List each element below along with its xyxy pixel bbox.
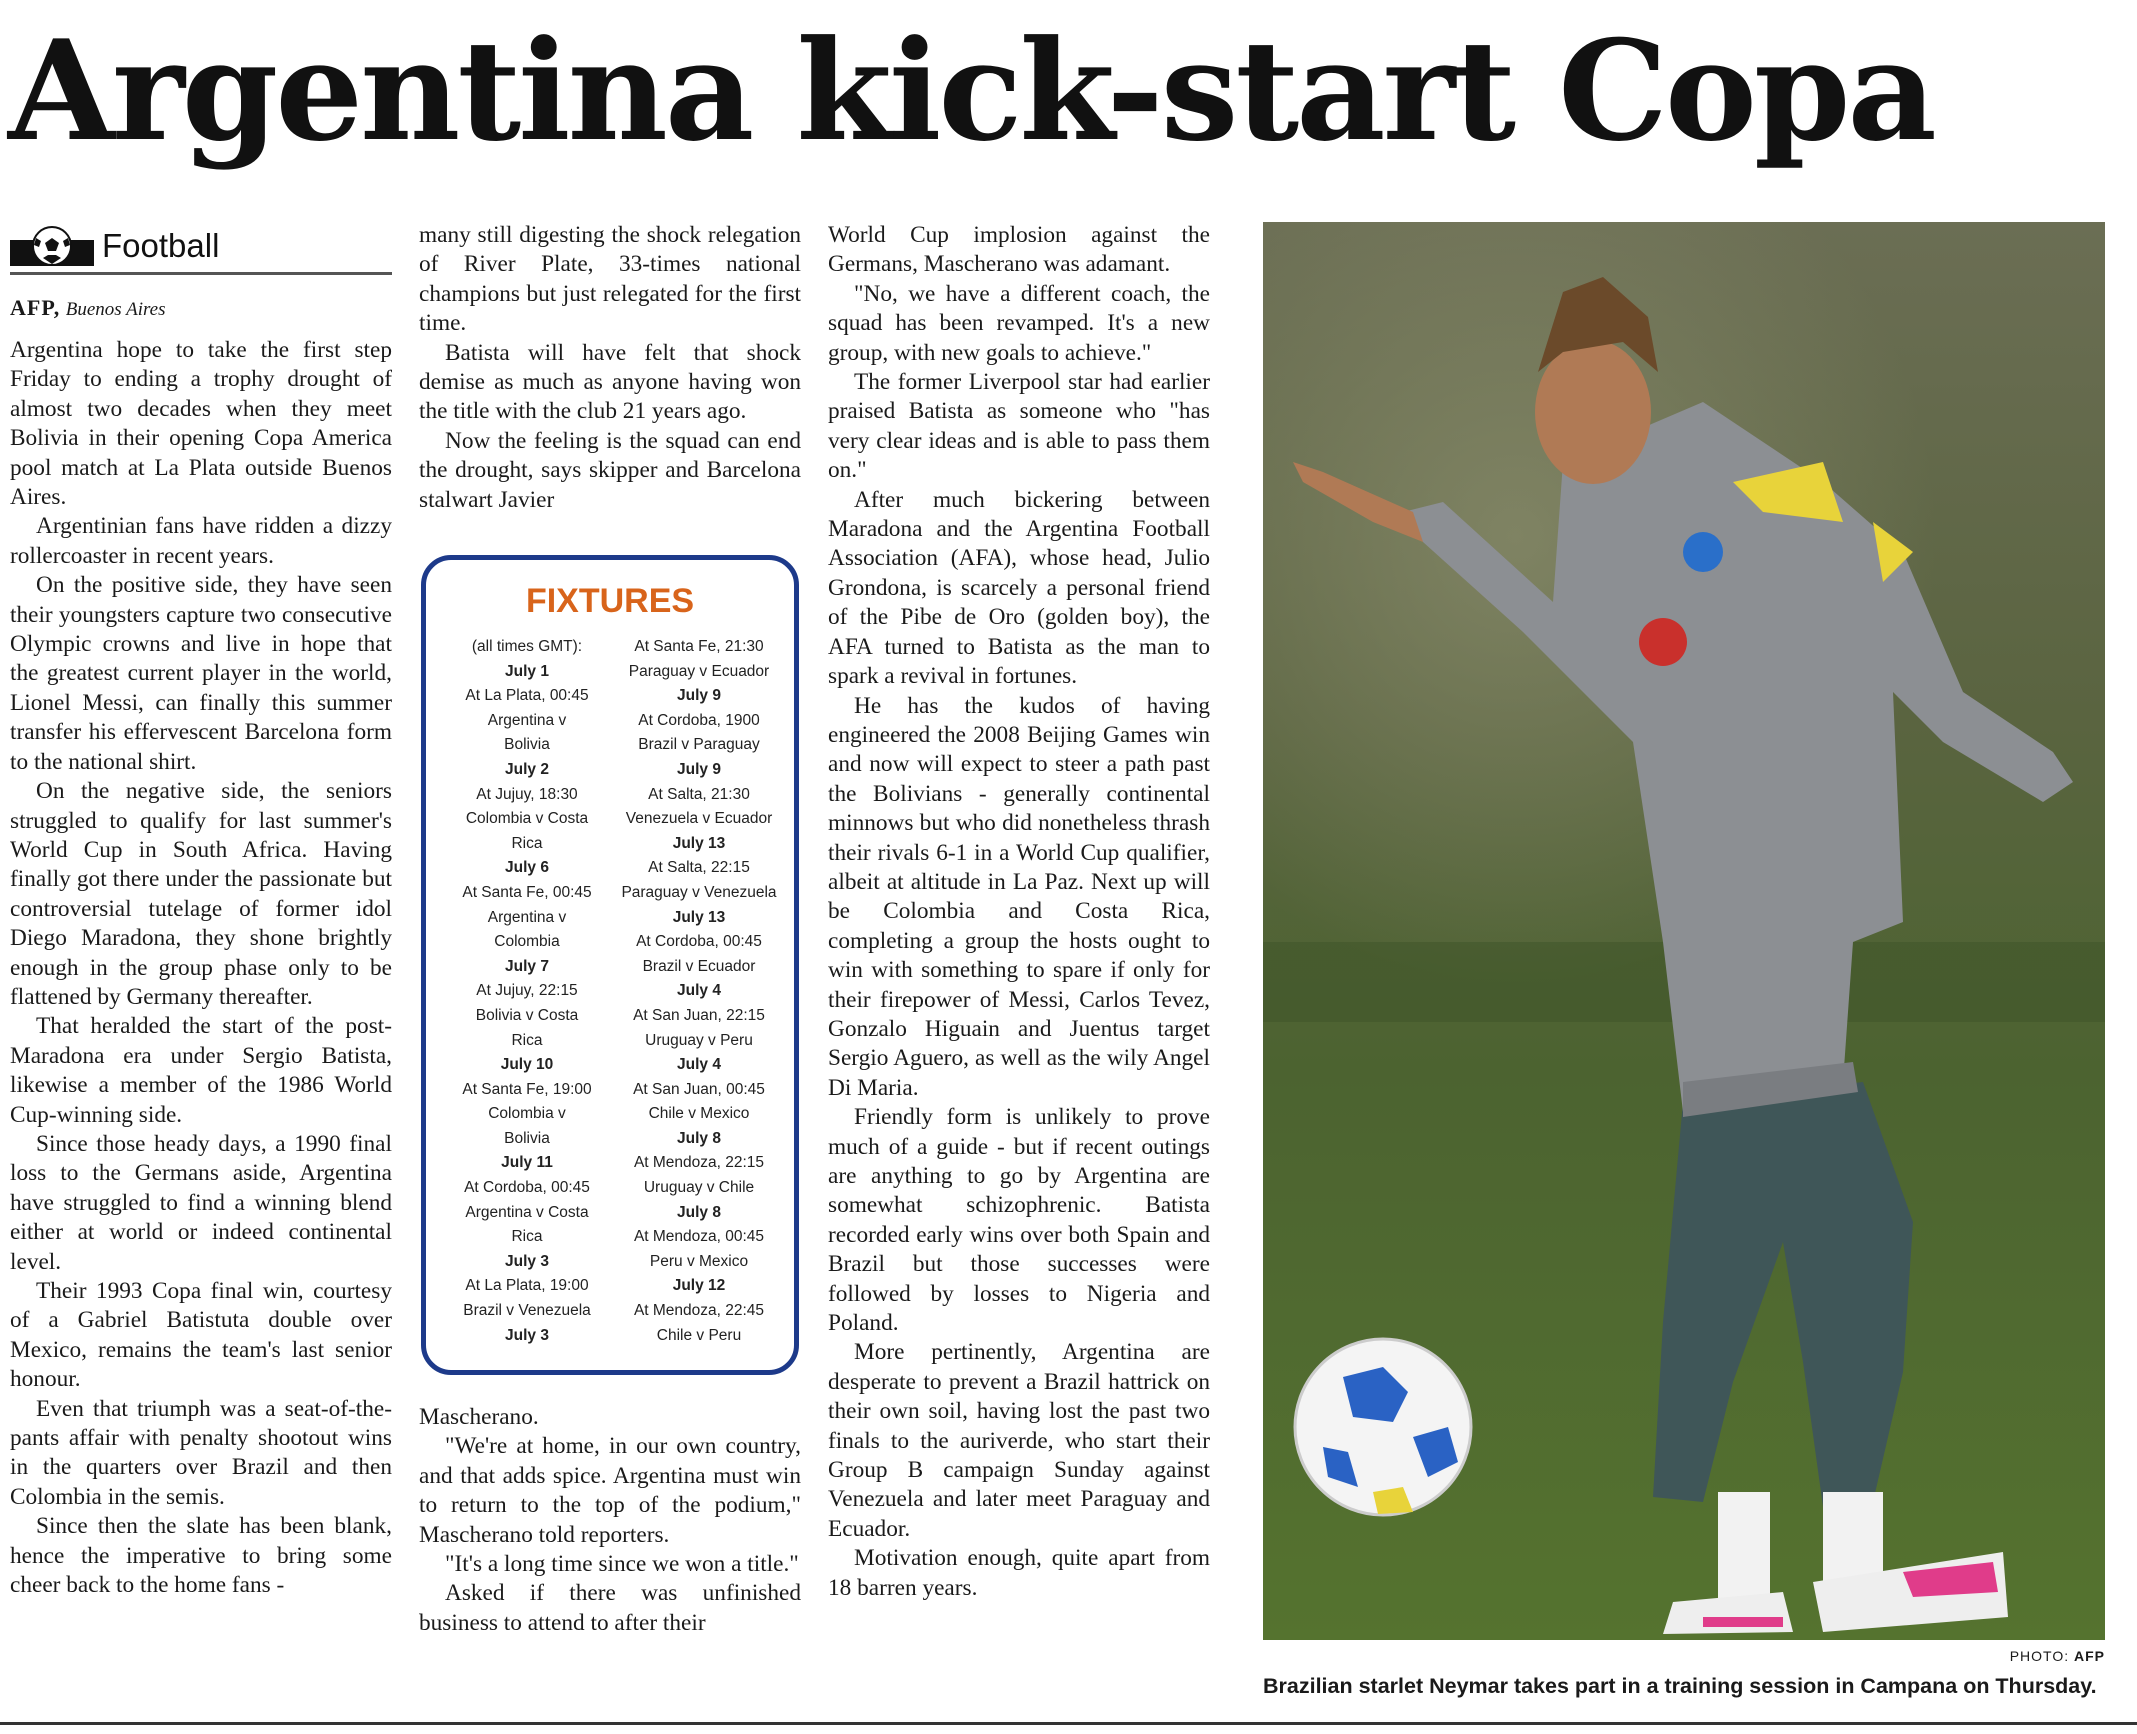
- fixture-line: At San Juan, 22:15: [633, 1006, 765, 1024]
- article-paragraph: After much bickering between Maradona and the Argentina Football Association (AFA), whose head, Julio Grondona, is scarcely a personal friend of the Pibe de Oro (golden boy), the AFA turned to Batista as the man to spark a revival in fortunes.: [828, 486, 1210, 690]
- article-paragraph: Argentinian fans have ridden a dizzy rollercoaster in recent years.: [10, 513, 392, 569]
- fixture-line: Bolivia: [504, 736, 550, 754]
- fixture-date: July 7: [505, 957, 549, 975]
- fixture-date: July 2: [505, 760, 549, 778]
- article-paragraph: Argentina hope to take the first step Friday to ending a trophy drought of almost two decades when they meet Bolivia in their opening Copa America pool match at La Plata outside Buenos Aires.: [10, 337, 392, 511]
- article-paragraph: On the positive side, they have seen their youngsters capture two consecutive Olympic crowns and live in hope that the greatest current player in the world, Lionel Messi, can finally this summer transfer his effervescent Barcelona form to the national shirt.: [10, 572, 392, 775]
- fixture-date: July 12: [672, 1277, 726, 1295]
- fixture-line: At Santa Fe, 21:30: [634, 638, 764, 655]
- fixture-date: July 3: [505, 1252, 549, 1270]
- fixtures-title: FIXTURES: [525, 582, 695, 620]
- fixture-line: At Mendoza, 00:45: [633, 1228, 765, 1246]
- fixture-line: At Jujuy, 22:15: [476, 982, 578, 1000]
- fixture-date: July 8: [677, 1203, 721, 1221]
- fixture-line: Venezuela v Ecuador: [625, 810, 773, 828]
- football-icon: [10, 226, 94, 266]
- fixture-date: July 1: [505, 662, 549, 680]
- fixture-line: Bolivia: [504, 1129, 550, 1147]
- fixture-date: July 4: [677, 982, 721, 1000]
- fixtures-right-column: [614, 635, 784, 1348]
- headline: Argentina kick-start Copa: [8, 9, 1934, 172]
- fixture-line: At Santa Fe, 19:00: [462, 1080, 592, 1098]
- article-paragraph: Now the feeling is the squad can end the drought, says skipper and Barcelona stalwart Javier: [419, 427, 801, 513]
- fixture-line: At La Plata, 00:45: [465, 687, 589, 705]
- photo-credit-label: PHOTO:: [2009, 1648, 2070, 1664]
- fixture-line: At Mendoza, 22:15: [633, 1154, 765, 1172]
- fixture-line: At Jujuy, 18:30: [476, 785, 578, 803]
- fixture-date: July 13: [672, 908, 726, 926]
- fixture-line: Rica: [511, 1031, 543, 1049]
- article-paragraph: That heralded the start of the post-Maradona era under Sergio Batista, likewise a member of the 1986 World Cup-winning side.: [10, 1013, 392, 1128]
- section-label: Football: [102, 227, 220, 264]
- fixture-date: July 11: [501, 1154, 553, 1172]
- fixture-line: Rica: [511, 1228, 543, 1246]
- news-photo: [1263, 222, 2105, 1640]
- fixture-line: Bolivia v Costa: [475, 1006, 579, 1024]
- fixture-line: Colombia v: [488, 1105, 566, 1123]
- byline: [10, 294, 166, 324]
- fixture-line: At Salta, 21:30: [648, 785, 750, 803]
- article-paragraph: The former Liverpool star had earlier praised Batista as someone who "has very clear ideas and is able to pass them on.": [828, 369, 1210, 484]
- fixture-line: Brazil v Ecuador: [642, 957, 756, 975]
- article-paragraph: Since those heady days, a 1990 final loss to the Germans aside, Argentina have struggled to find a winning blend either at world or indeed continental level.: [10, 1130, 392, 1275]
- article-paragraph: "We're at home, in our own country, and that adds spice. Argentina must win to return to the top of the podium," Mascherano told reporters.: [419, 1433, 801, 1548]
- photo-illustration: [1263, 222, 2105, 1640]
- article-paragraph: Even that triumph was a seat-of-the-pants affair with penalty shootout wins in the quarters over Brazil and then Colombia in the semis.: [10, 1395, 392, 1510]
- article-paragraph: Friendly form is unlikely to prove much of a guide - but if recent outings are anything to go by Argentina are somewhat schizophrenic. Batista recorded early wins over both Spain and Brazil but those successes were followed by losses to Nigeria and Poland.: [828, 1104, 1210, 1337]
- fixture-line: At La Plata, 19:00: [465, 1277, 589, 1295]
- fixture-date: July 3: [505, 1326, 549, 1344]
- fixture-line: Paraguay v Venezuela: [621, 883, 777, 901]
- article-paragraph: "It's a long time since we won a title.": [445, 1551, 799, 1578]
- article-column-2-top: [419, 221, 801, 515]
- article-column-2-bottom: [419, 1403, 801, 1638]
- photo-credit-source: AFP: [2074, 1648, 2105, 1664]
- fixture-line: Paraguay v Ecuador: [628, 662, 770, 680]
- fixture-line: At Cordoba, 1900: [638, 711, 760, 729]
- article-paragraph: Their 1993 Copa final win, courtesy of a Gabriel Batistuta double over Mexico, remains the team's last senior honour.: [10, 1278, 392, 1393]
- fixture-line: Peru v Mexico: [649, 1252, 749, 1270]
- fixture-line: Uruguay v Chile: [643, 1179, 755, 1197]
- article-paragraph: Asked if there was unfinished business to attend to after their: [419, 1580, 801, 1636]
- fixture-line: (all times GMT):: [471, 638, 583, 655]
- fixture-line: Argentina v Costa: [465, 1203, 589, 1221]
- fixture-line: At Cordoba, 00:45: [464, 1179, 590, 1197]
- article-paragraph: He has the kudos of having engineered the 2008 Beijing Games win and now will expect to steer a path past the Bolivians - generally continental minnows but who did nonetheless thrash their rivals 6-1 in a World Cup qualifier, albeit at altitude in La Paz. Next up will be Colombia and Costa Rica, completing a group the hosts ought to win with something to spare if only for their firepower of Messi, Carlos Tevez, Gonzalo Higuain and Juentus target Sergio Aguero, as well as the wily Angel Di Maria.: [828, 692, 1210, 1101]
- article-paragraph: "No, we have a different coach, the squad has been revamped. It's a new group, with new goals to achieve.": [828, 280, 1210, 366]
- fixture-date: July 9: [677, 687, 721, 705]
- fixture-line: Chile v Mexico: [648, 1105, 750, 1123]
- fixture-date: July 8: [677, 1129, 721, 1147]
- fixture-line: Colombia v Costa: [465, 810, 589, 828]
- fixture-line: Uruguay v Peru: [645, 1031, 753, 1049]
- article-paragraph: On the negative side, the seniors struggled to qualify for last summer's World Cup in South Africa. Having finally got there under the passionate but controversial tutelage of former idol Diego Maradona, they shone brightly enough in the group phase only to be flattened by Germany thereafter.: [10, 778, 392, 1010]
- bottom-rule: [0, 1722, 2137, 1725]
- fixture-date: July 9: [677, 760, 721, 778]
- article-column-1: [10, 336, 392, 1600]
- fixture-date: July 10: [500, 1056, 554, 1074]
- byline-agency: AFP,: [10, 295, 61, 320]
- photo-caption: Brazilian starlet Neymar takes part in a training session in Campana on Thursday.: [1263, 1674, 2097, 1698]
- fixture-line: Rica: [511, 834, 543, 852]
- fixture-line: At Salta, 22:15: [648, 859, 750, 877]
- byline-place: Buenos Aires: [65, 299, 166, 320]
- article-paragraph: World Cup implosion against the Germans, Mascherano was adamant.: [828, 222, 1210, 278]
- article-paragraph: many still digesting the shock relegation of River Plate, 33-times national champions but just relegated for the first time.: [419, 222, 801, 337]
- fixture-line: Brazil v Paraguay: [638, 736, 760, 754]
- article-paragraph: Mascherano.: [419, 1404, 539, 1430]
- fixture-line: Argentina v: [487, 908, 567, 926]
- fixtures-box: [421, 555, 799, 1375]
- fixture-line: At Santa Fe, 00:45: [462, 883, 592, 901]
- fixture-line: At Mendoza, 22:45: [633, 1302, 765, 1320]
- article-paragraph: More pertinently, Argentina are desperate to prevent a Brazil hattrick on their own soil, having lost the past two finals to the auriverde, who start their Group B campaign Sunday against Venezuela and later meet Paraguay and Ecuador.: [828, 1339, 1210, 1542]
- fixture-line: At Cordoba, 00:45: [636, 933, 762, 951]
- fixture-line: Chile v Peru: [656, 1326, 742, 1344]
- section-header: [10, 222, 392, 275]
- article-paragraph: Batista will have felt that shock demise as much as anyone having won the title with the club 21 years ago.: [419, 339, 801, 425]
- fixture-date: July 6: [505, 859, 549, 877]
- fixture-date: July 13: [672, 834, 726, 852]
- fixture-line: Brazil v Venezuela: [463, 1302, 591, 1320]
- fixture-line: Argentina v: [487, 711, 567, 729]
- article-column-3: [828, 221, 1210, 1603]
- photo-credit: [1900, 1648, 2105, 1664]
- fixtures-left-column: [442, 635, 612, 1348]
- fixture-line: Colombia: [494, 933, 560, 951]
- article-paragraph: Motivation enough, quite apart from 18 barren years.: [828, 1545, 1210, 1601]
- fixture-line: At San Juan, 00:45: [633, 1080, 765, 1098]
- fixture-date: July 4: [677, 1056, 721, 1074]
- article-paragraph: Since then the slate has been blank, hence the imperative to bring some cheer back to the home fans -: [10, 1513, 392, 1599]
